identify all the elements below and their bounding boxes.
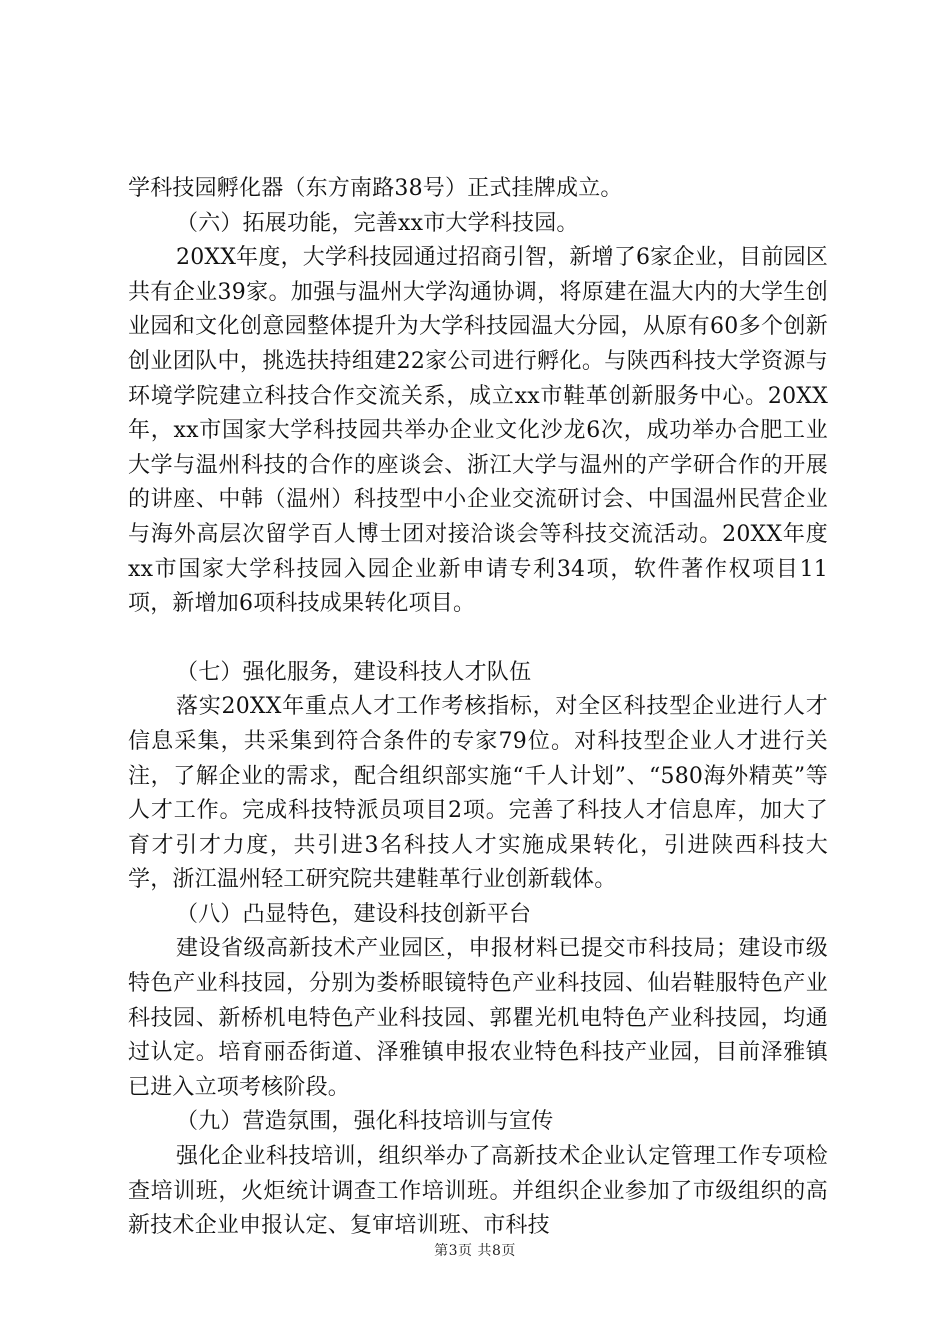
section-heading-8: （八）凸显特色，建设科技创新平台 <box>176 901 532 927</box>
section-heading-6: （六）拓展功能，完善xx市大学科技园。 <box>176 210 579 236</box>
section-heading-9: （九）营造氛围，强化科技培训与宣传 <box>176 1109 554 1135</box>
paragraph-gap <box>128 622 828 656</box>
paragraph-talent: 落实20XX年重点人才工作考核指标，对全区科技型企业进行人才信息采集，共采集到符合条件的专家79位。对科技型企业人才进行关注，了解企业的需求，配合组织部实施“千人计划”、“580海外精英”等人才工作。完成科技特派员项目2项。完善了科技人才信息库，加大了育才引才力度，共引进3名科技人才实施成果转化，引进陕西科技大学，浙江温州轻工研究院共建鞋革行业创新载体。 <box>128 694 828 893</box>
document-body <box>128 172 828 1244</box>
paragraph-science-park: 20XX年度，大学科技园通过招商引智，新增了6家企业，目前园区共有企业39家。加强与温州大学沟通协调，将原建在温大内的大学生创业园和文化创意园整体提升为大学科技园温大分园，从原有60多个创新创业团队中，挑选扶持组建22家公司进行孵化。与陕西科技大学资源与环境学院建立科技合作交流关系，成立xx市鞋革创新服务中心。20XX年，xx市国家大学科技园共举办企业文化沙龙6次，成功举办合肥工业大学与温州科技的合作的座谈会、浙江大学与温州的产学研合作的开展的讲座、中韩（温州）科技型中小企业交流研讨会、中国温州民营企业与海外高层次留学百人博士团对接洽谈会等科技交流活动。20XX年度xx市国家大学科技园入园企业新申请专利34项，软件著作权项目11项，新增加6项科技成果转化项目。 <box>128 245 828 617</box>
section-heading-7: （七）强化服务，建设科技人才队伍 <box>176 659 532 685</box>
paragraph-training: 强化企业科技培训，组织举办了高新技术企业认定管理工作专项检查培训班，火炬统计调查工作培训班。并组织企业参加了市级组织的高新技术企业申报认定、复审培训班、市科技 <box>128 1144 828 1239</box>
paragraph-continuation: 学科技园孵化器（东方南路38号）正式挂牌成立。 <box>128 176 623 201</box>
page-number-footer: 第3页 共8页 <box>434 1243 516 1259</box>
paragraph-platform: 建设省级高新技术产业园区，申报材料已提交市科技局；建设市级特色产业科技园，分别为娄桥眼镜特色产业科技园、仙岩鞋服特色产业科技园、新桥机电特色产业科技园、郭瞿光机电特色产业科技园，均通过认定。培育丽岙街道、泽雅镇申报农业特色科技产业园，目前泽雅镇已进入立项考核阶段。 <box>128 936 828 1100</box>
